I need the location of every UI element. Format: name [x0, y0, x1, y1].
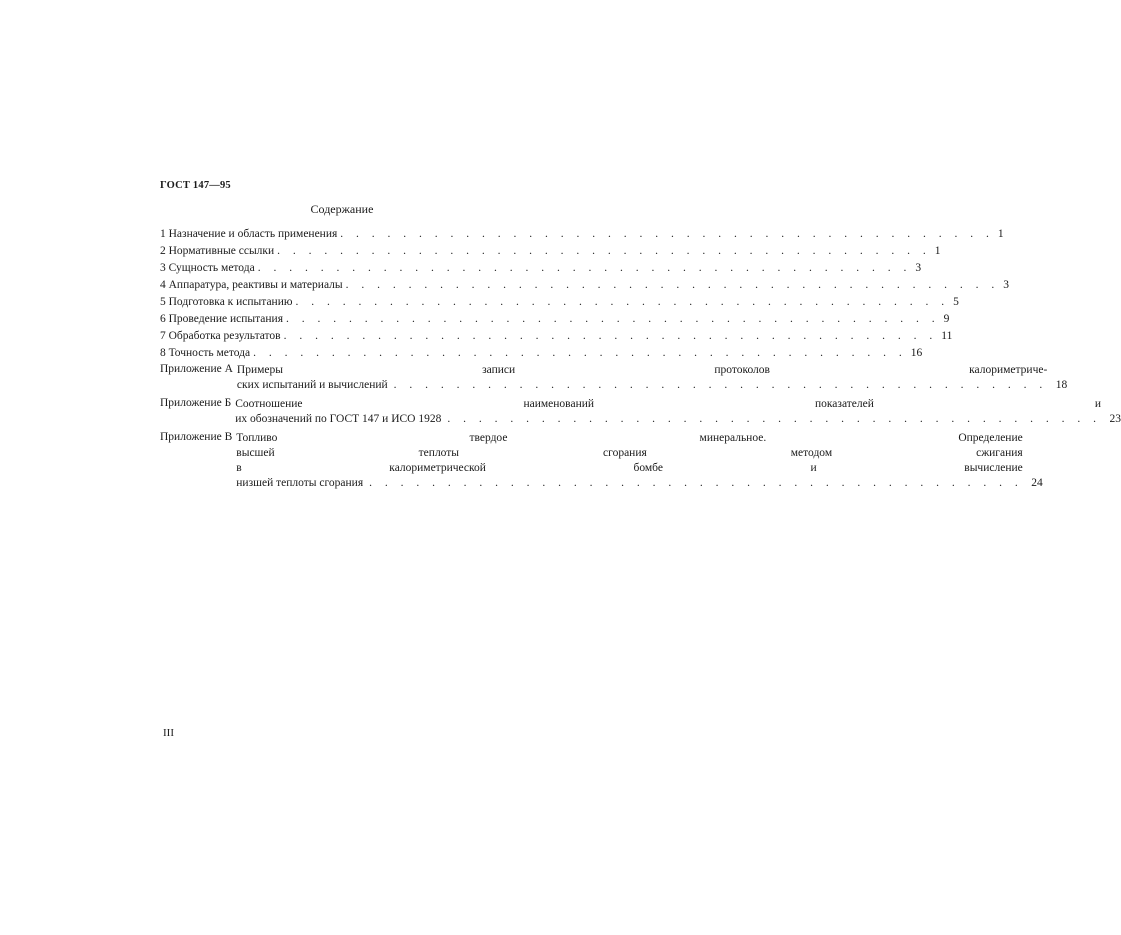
toc-entry[interactable] [160, 241, 941, 258]
leader-dots: . . . . . . . . . . . . . . . . . . . . . . . . . . . . . . . . . . . . . . . . . . [340, 228, 994, 240]
annex-line-text: их обозначений по ГОСТ 147 и ИСО 1928 [235, 413, 442, 425]
toc-page-number: 3 [1003, 279, 1009, 291]
annex-description [237, 362, 1067, 392]
toc-entry[interactable] [160, 326, 953, 343]
toc-entry-text: 4 Аппаратура, реактивы и материалы [160, 279, 346, 292]
toc-entry-text: 3 Сущность метода [160, 262, 258, 275]
annex-line-text: Топливо твердое минеральное. Определение [236, 432, 1023, 444]
annex-line-text: низшей теплоты сгорания [236, 477, 364, 489]
annex-line [236, 445, 1042, 460]
leader-dots: . . . . . . . . . . . . . . . . . . . . . . . . . . . . . . . . . . . . . . . . . . [257, 262, 912, 274]
leader-dots: . . . . . . . . . . . . . . . . . . . . . . . . . . . . . . . . . . . . . . . . . . [447, 413, 1101, 425]
leader-dots: . . . . . . . . . . . . . . . . . . . . . . . . . . . . . . . . . . . . . . . . . . [345, 279, 1000, 291]
annex-description [235, 396, 1121, 426]
toc-annex-a[interactable] [160, 362, 1068, 392]
toc-page-number: 5 [953, 296, 959, 308]
annex-line-text: ских испытаний и вычислений [236, 379, 388, 391]
leader-dots: . . . . . . . . . . . . . . . . . . . . . . . . . . . . . . . . . . . . . . . . . . [283, 330, 938, 342]
toc-entry[interactable] [160, 258, 922, 275]
leader-dots: . . . . . . . . . . . . . . . . . . . . . . . . . . . . . . . . . . . . . . . . . . [277, 245, 931, 257]
toc-page-number: 3 [915, 262, 922, 274]
toc-entry-text: 6 Проведение испытания [160, 313, 286, 326]
annex-label: Приложение Б [160, 397, 232, 409]
annex-line [236, 475, 1042, 490]
annex-description [236, 430, 1042, 490]
annex-line [235, 411, 1121, 426]
toc-page-number: 23 [1109, 413, 1121, 425]
annex-line-text: в калориметрической бомбе и вычисление [236, 462, 1023, 474]
leader-dots: . . . . . . . . . . . . . . . . . . . . . . . . . . . . . . . . . . . . . . . . . . [286, 313, 940, 325]
toc-page-number: 1 [997, 228, 1004, 240]
document-code: ГОСТ 147—95 [160, 180, 231, 191]
annex-line [236, 430, 1042, 445]
annex-line [237, 377, 1067, 392]
toc-entry-text: 1 Назначение и область применения [160, 228, 340, 241]
leader-dots: . . . . . . . . . . . . . . . . . . . . . . . . . . . . . . . . . . . . . . . . . . [369, 477, 1023, 489]
toc-page-number: 16 [910, 347, 923, 359]
toc-page-number: 9 [943, 313, 950, 325]
toc-page-number: 24 [1031, 477, 1043, 489]
page-number: III [163, 727, 174, 739]
toc-entry-text: 8 Точность метода [160, 347, 253, 360]
toc-entry[interactable] [160, 292, 959, 309]
toc-entry[interactable] [160, 224, 1004, 241]
toc-page-number: 11 [941, 330, 953, 342]
annex-line-text: высшей теплоты сгорания методом сжигания [236, 447, 1023, 459]
toc-title: Содержание [310, 202, 374, 216]
leader-dots: . . . . . . . . . . . . . . . . . . . . . . . . . . . . . . . . . . . . . . . . . . [393, 379, 1048, 391]
toc-annex-v[interactable] [160, 430, 1043, 490]
toc-entry-text: 5 Подготовка к испытанию [160, 296, 295, 309]
toc-entry-text: 2 Нормативные ссылки [160, 245, 277, 258]
annex-line-text: Соотношение наименований показателей и [235, 398, 1101, 410]
toc-page-number: 1 [934, 245, 941, 257]
toc-entry[interactable] [160, 343, 923, 360]
leader-dots: . . . . . . . . . . . . . . . . . . . . . . . . . . . . . . . . . . . . . . . . . . [295, 296, 950, 308]
toc-page-number: 18 [1055, 379, 1068, 391]
annex-label: Приложение А [160, 363, 233, 375]
annex-line [237, 362, 1067, 377]
toc-entry[interactable] [160, 275, 1009, 292]
annex-line [235, 396, 1121, 411]
toc-annex-b[interactable] [160, 396, 1121, 426]
annex-line-text: Примеры записи протоколов калориметриче- [236, 364, 1048, 376]
annex-line [236, 460, 1042, 475]
toc-entry[interactable] [160, 309, 950, 326]
leader-dots: . . . . . . . . . . . . . . . . . . . . . . . . . . . . . . . . . . . . . . . . . . [253, 347, 907, 359]
toc-entry-text: 7 Обработка результатов [160, 330, 284, 343]
table-of-contents [160, 224, 1121, 494]
annex-label: Приложение В [160, 431, 233, 443]
